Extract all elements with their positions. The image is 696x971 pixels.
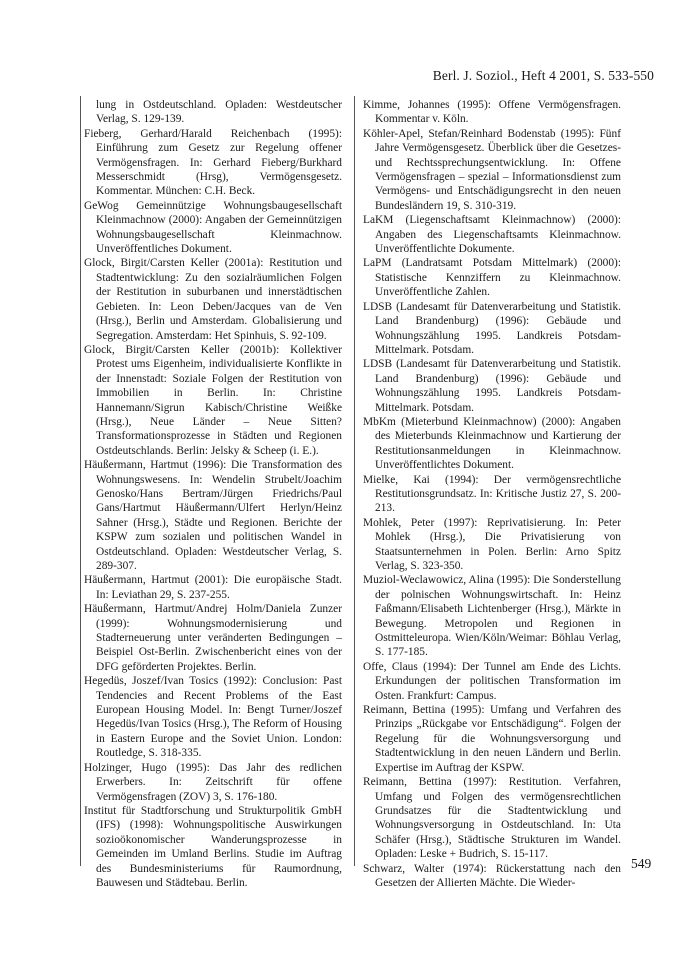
reference-entry: Köhler-Apel, Stefan/Reinhard Bodenstab (1995): Fünf Jahre Vermögensgesetz. Überblick über die Gesetzes- und Rechtssprechungsentwicklung. In: Offene Vermögensfragen – spezial – Informationsdienst zum Vermögens- und Entschädigungsrecht in den neuen Bundesländern 19, S. 310-319.: [363, 127, 621, 212]
reference-entry: LDSB (Landesamt für Datenverarbeitung und Statistik. Land Brandenburg) (1996): Gebäude und Wohnungszählung 1995. Landkreis Potsdam-Mittelmark. Potsdam.: [363, 300, 621, 356]
reference-entry: Kimme, Johannes (1995): Offene Vermögensfragen. Kommentar v. Köln.: [363, 99, 621, 126]
reference-entry: Häußermann, Hartmut/Andrej Holm/Daniela Zunzer (1999): Wohnungsmodernisierung und Stadterneuerung unter veränderten Bedingungen – Beispiel Ost-Berlin. Zwischenbericht eines von der DFG geförderten Projektes. Berlin.: [84, 603, 342, 673]
reference-entry: Hegedüs, Joszef/Ivan Tosics (1992): Conclusion: Past Tendencies and Recent Problems of the East European Housing Model. In: Bengt Turner/Joszef Hegedüs/Ivan Tosics (Hrsg.), The Reform of Housing in Eastern Europe and the Soviet Union. London: Routledge, S. 318-335.: [84, 675, 342, 760]
page-number: 549: [631, 856, 652, 871]
reference-entry: Offe, Claus (1994): Der Tunnel am Ende des Lichts. Erkundungen der politischen Transformation im Osten. Frankfurt: Campus.: [363, 660, 621, 702]
reference-entry: LaKM (Liegenschaftsamt Kleinmachnow) (2000): Angaben des Liegenschaftsamts Kleinmachnow. Unveröffentlichte Dokumente.: [363, 214, 621, 256]
reference-entry: Schwarz, Walter (1974): Rückerstattung nach den Gesetzen der Allierten Mächte. Die Wieder-: [363, 862, 621, 889]
column-divider: [354, 96, 355, 866]
reference-entry: LDSB (Landesamt für Datenverarbeitung und Statistik. Land Brandenburg) (1996): Gebäude und Wohnungszählung 1995. Landkreis Potsdam-Mittelmark. Potsdam.: [363, 358, 621, 414]
reference-entry: Mohlek, Peter (1997): Reprivatisierung. In: Peter Mohlek (Hrsg.), Die Privatisierung von Staatsunternehmen in Polen. Berlin: Arno Spitz Verlag, S. 323-350.: [363, 516, 621, 572]
reference-entry: Häußermann, Hartmut (1996): Die Transformation des Wohnungswesens. In: Wendelin Strubelt/Joachim Genosko/Hans Bertram/Jürgen Friedrichs/Paul Gans/Hartmut Häußermann/Ulfert Herlyn/Heinz Sahner (Hrsg.), Städte und Regionen. Berichte der KSPW zum sozialen und politischen Wandel in Ostdeutschland. Opladen: Westdeutscher Verlag, S. 289-307.: [84, 459, 342, 572]
reference-entry: Häußermann, Hartmut (2001): Die europäische Stadt. In: Leviathan 29, S. 237-255.: [84, 574, 342, 601]
reference-entry: Glock, Birgit/Carsten Keller (2001a): Restitution und Stadtentwicklung: Zu den sozialräumlichen Folgen der Restitution in suburbanen und innerstädtischen Gebieten. In: Leon Deben/Jacques van de Ven (Hrsg.), Berlin und Amsterdam. Globalisierung und Segregation. Amsterdam: Het Spinhuis, S. 92-109.: [84, 257, 342, 342]
reference-entry: lung in Ostdeutschland. Opladen: Westdeutscher Verlag, S. 129-139.: [96, 99, 342, 126]
reference-entry: Mielke, Kai (1994): Der vermögensrechtliche Restitutionsgrundsatz. In: Kritische Justiz 27, S. 200-213.: [363, 473, 621, 515]
reference-entry: GeWog Gemeinnützige Wohnungsbaugesellschaft Kleinmachnow (2000): Angaben der Gemeinnützigen Wohnungsbaugesellschaft Kleinmachnow. Unveröffentliches Dokument.: [84, 199, 342, 256]
reference-entry: Muziol-Weclawowicz, Alina (1995): Die Sonderstellung der polnischen Wohnungswirtschaft. In: Heinz Faßmann/Elisabeth Lichtenberger (Hrsg.), Märkte in Bewegung. Metropolen und Regionen in Ostmitteleuropa. Wien/Köln/Weimar: Böhlau Verlag, S. 177-185.: [363, 574, 621, 659]
reference-entry: Glock, Birgit/Carsten Keller (2001b): Kollektiver Protest ums Eigenheim, individualisierte Konflikte in der Innenstadt: Soziale Folgen der Restitution von Immobilien in Berlin. In: Christine Hannemann/Sigrun Kabisch/Christine Weißke (Hrsg.), Neue Länder – Neue Sitten? Transformationsprozesse in Städten und Regionen Ostdeutschlands. Berlin: Jelsky & Scheep (i. E.).: [84, 343, 342, 457]
reference-entry: Holzinger, Hugo (1995): Das Jahr des redlichen Erwerbers. In: Zeitschrift für offene Vermögensfragen (ZOV) 3, S. 176-180.: [84, 761, 342, 803]
reference-entry: LaPM (Landratsamt Potsdam Mittelmark) (2000): Statistische Kennziffern zu Kleinmachnow. Unveröffentliche Zahlen.: [363, 257, 621, 299]
right-reference-column: [363, 98, 621, 890]
reference-entry: MbKm (Mieterbund Kleinmachnow) (2000): Angaben des Mieterbunds Kleinmachnow und Kartierung der Restitutionsanmeldungen in Kleinmachnow. Unveröffentlichtes Dokument.: [363, 415, 621, 472]
reference-entry: Fieberg, Gerhard/Harald Reichenbach (1995): Einführung zum Gesetz zur Regelung offener Vermögensfragen. In: Gerhard Fieberg/Burkhard Messerschmidt (Hrsg), Vermögensgesetz. Kommentar. München: C.H. Beck.: [84, 127, 342, 198]
reference-entry: Institut für Stadtforschung und Strukturpolitik GmbH (IFS) (1998): Wohnungspolitische Auswirkungen sozioökonomischer Wanderungsprozesse in Gemeinden im Umland Berlins. Studie im Auftrag des Bundesministeriums für Raumordnung, Bauwesen und Städtebau. Berlin.: [84, 804, 342, 889]
reference-entry: Reimann, Bettina (1997): Restitution. Verfahren, Umfang und Folgen des vermögensrechtlichen Grundsatzes für die Stadtentwicklung und Wohnungsversorgung in Ostdeutschland. In: Uta Schäfer (Hrsg.), Städtische Strukturen im Wandel. Opladen: Leske + Budrich, S. 15-117.: [363, 776, 621, 861]
running-head: Berl. J. Soziol., Heft 4 2001, S. 533-550: [432, 68, 654, 83]
reference-entry: Reimann, Bettina (1995): Umfang und Verfahren des Prinzips „Rückgabe vor Entschädigung“. Folgen der Regelung für die Wohnungsversorgung und Stadtentwicklung in den neuen Ländern und Berlin. Expertise im Auftrag der KSPW.: [363, 704, 621, 774]
left-margin-rule: [80, 96, 81, 866]
left-reference-column: [84, 98, 342, 890]
